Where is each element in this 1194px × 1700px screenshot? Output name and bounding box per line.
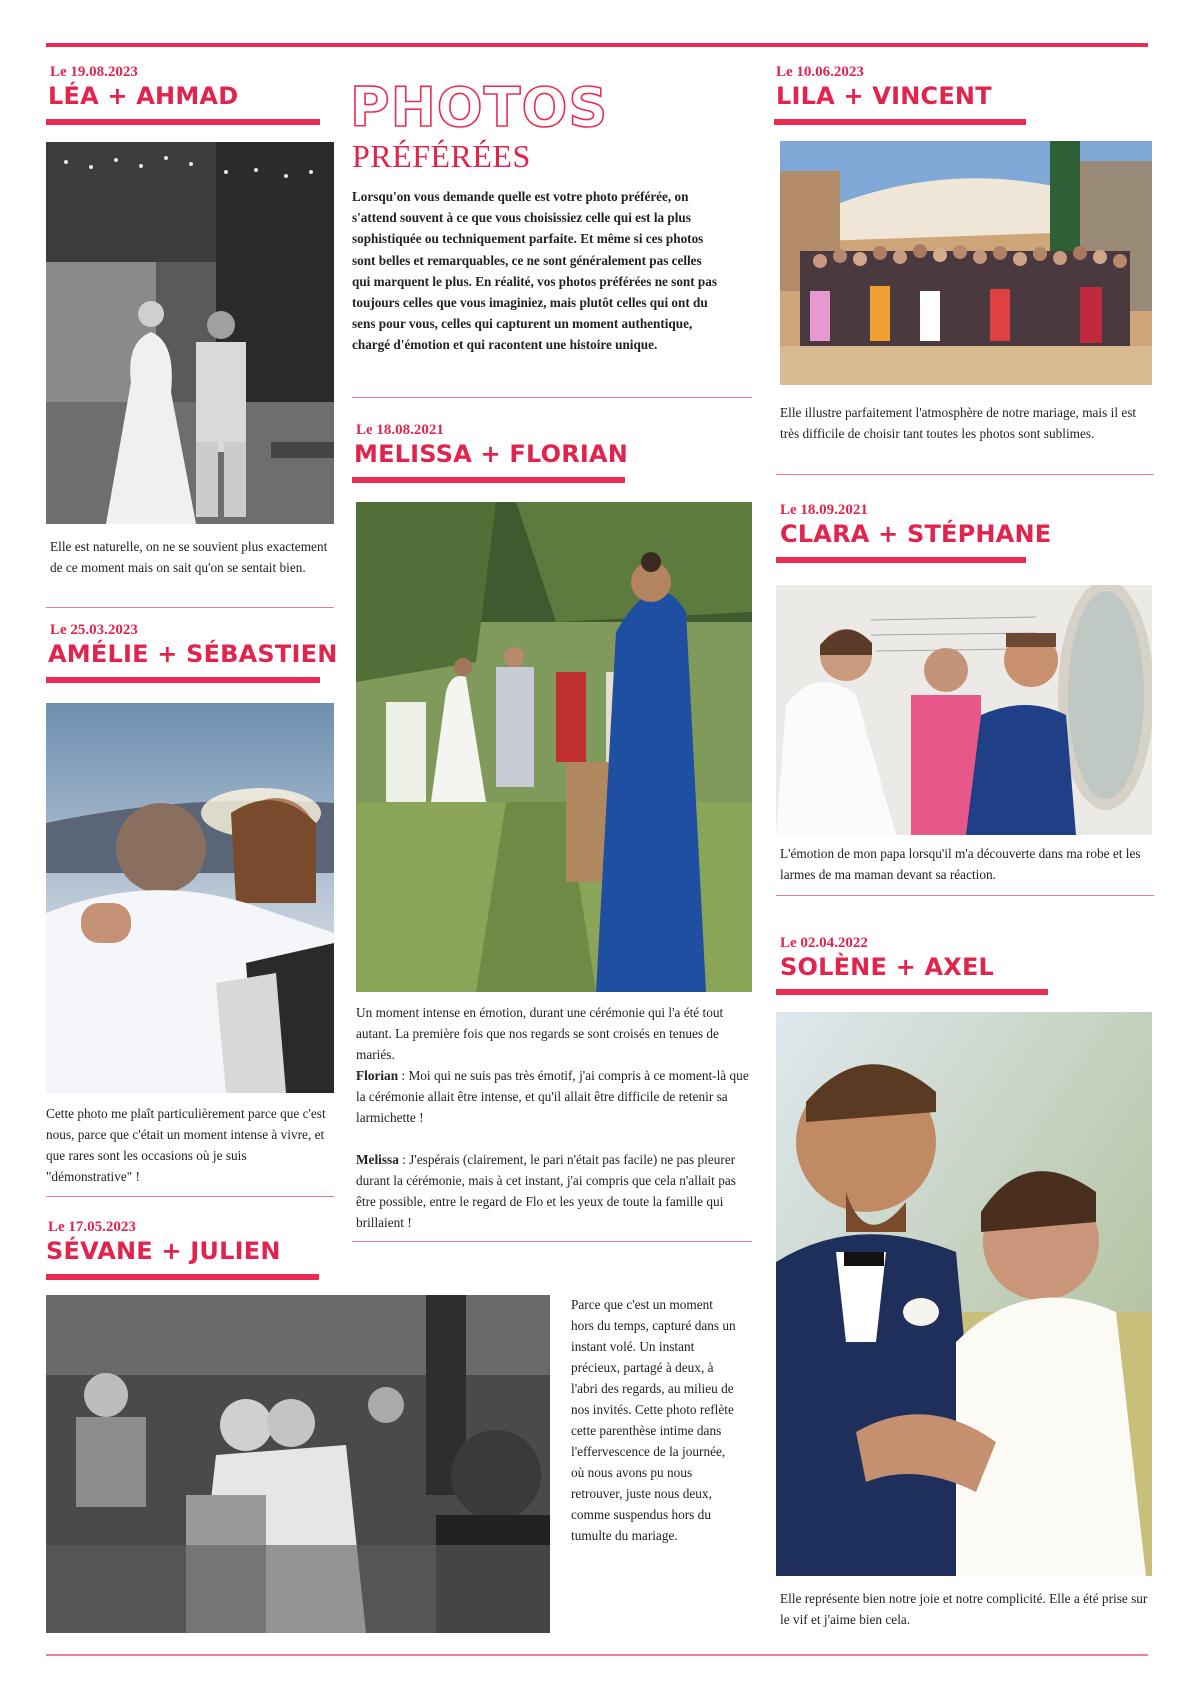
page-title: PHOTOS xyxy=(350,76,609,139)
divider xyxy=(46,607,334,608)
accent-bar xyxy=(46,1274,319,1280)
photo-lea-ahmad xyxy=(46,142,334,524)
accent-bar xyxy=(46,119,320,125)
divider xyxy=(776,895,1154,896)
entry-names: MELISSA + FLORIAN xyxy=(354,440,629,468)
accent-bar xyxy=(774,119,1026,125)
bottom-rule xyxy=(46,1654,1148,1656)
accent-bar xyxy=(776,989,1048,995)
entry-caption: Parce que c'est un moment hors du temps, capturé dans un instant volé. Un instant précieux, partagé à deux, à l'abri des regards, au milieu de nos invités. Cette photo reflète cette parenthèse intime dans l'effervescence de la journée, où nous avons pu nous retrouver, juste nous deux, comme suspendus hors du tumulte du mariage. xyxy=(571,1297,736,1543)
top-rule xyxy=(46,43,1148,47)
divider xyxy=(776,474,1154,475)
accent-bar xyxy=(352,477,625,483)
entry-names: SÉVANE + JULIEN xyxy=(46,1237,281,1265)
page-subtitle: PRÉFÉRÉES xyxy=(352,138,531,174)
entry-caption: Elle représente bien notre joie et notre complicité. Elle a été prise sur le vif et j'aime bien cela. xyxy=(780,1591,1148,1627)
entry-caption xyxy=(356,1002,756,1233)
accent-bar xyxy=(46,677,320,683)
accent-bar xyxy=(776,557,1026,563)
photo-amelie-sebastien xyxy=(46,703,334,1093)
photo-sevane-julien xyxy=(46,1295,550,1633)
divider xyxy=(352,1241,752,1242)
entry-caption: Elle illustre parfaitement l'atmosphère de notre mariage, mais il est très difficile de choisir tant toutes les photos sont sublimes. xyxy=(780,405,1137,441)
entry-caption: Elle est naturelle, on ne se souvient plus exactement de ce moment mais on sait qu'on se sentait bien. xyxy=(50,539,328,575)
entry-names: SOLÈNE + AXEL xyxy=(780,953,995,981)
caption-part: : Moi qui ne suis pas très émotif, j'ai compris à ce moment-là que la cérémonie allait être intense, et qu'il allait être difficile de retenir sa larmichette ! xyxy=(356,1068,749,1125)
entry-date: Le 18.09.2021 xyxy=(780,502,868,518)
entry-date: Le 10.06.2023 xyxy=(776,64,864,80)
speaker-name: Florian xyxy=(356,1068,399,1083)
entry-caption: L'émotion de mon papa lorsqu'il m'a découverte dans ma robe et les larmes de ma maman devant sa réaction. xyxy=(780,846,1141,882)
divider xyxy=(46,1196,334,1197)
entry-date: Le 25.03.2023 xyxy=(50,622,138,638)
entry-names: LILA + VINCENT xyxy=(776,82,992,110)
entry-date: Le 17.05.2023 xyxy=(48,1219,136,1235)
entry-names: AMÉLIE + SÉBASTIEN xyxy=(48,640,338,668)
photo-lila-vincent xyxy=(780,141,1152,385)
photo-melissa-florian xyxy=(356,502,752,992)
entry-date: Le 19.08.2023 xyxy=(50,64,138,80)
divider xyxy=(352,397,752,398)
caption-part: Un moment intense en émotion, durant une cérémonie qui l'a été tout autant. La première fois que nos regards se sont croisés en tenues de mariés. xyxy=(356,1005,724,1062)
photo-solene-axel xyxy=(776,1012,1152,1576)
entry-caption: Cette photo me plaît particulièrement parce que c'est nous, parce que c'était un moment intense à vivre, et que rares sont les occasions où je suis "démonstrative" ! xyxy=(46,1106,326,1184)
entry-names: CLARA + STÉPHANE xyxy=(780,520,1052,548)
intro-text: Lorsqu'on vous demande quelle est votre photo préférée, on s'attend souvent à ce que vous choisissiez celle qui est la plus sophistiquée ou techniquement parfaite. Et même si ces photos sont belles et remarquables, ce ne sont généralement pas celles qui marquent le plus. En réalité, vos photos préférées ne sont pas toujours celles que vous imaginiez, mais plutôt celles qui ont du sens pour vous, celles qui capturent un moment authentique, chargé d'émotion et qui racontent une histoire unique. xyxy=(352,189,717,353)
entry-date: Le 02.04.2022 xyxy=(780,935,868,951)
speaker-name: Melissa xyxy=(356,1152,399,1167)
entry-date: Le 18.08.2021 xyxy=(356,422,444,438)
entry-names: LÉA + AHMAD xyxy=(48,82,239,110)
caption-part: : J'espérais (clairement, le pari n'était pas facile) ne pas pleurer durant la cérémonie, mais à cet instant, j'ai compris que cela n'allait pas être possible, entre le regard de Flo et les yeux de toute la famille qui brillaient ! xyxy=(356,1152,736,1230)
photo-clara-stephane xyxy=(776,585,1152,835)
